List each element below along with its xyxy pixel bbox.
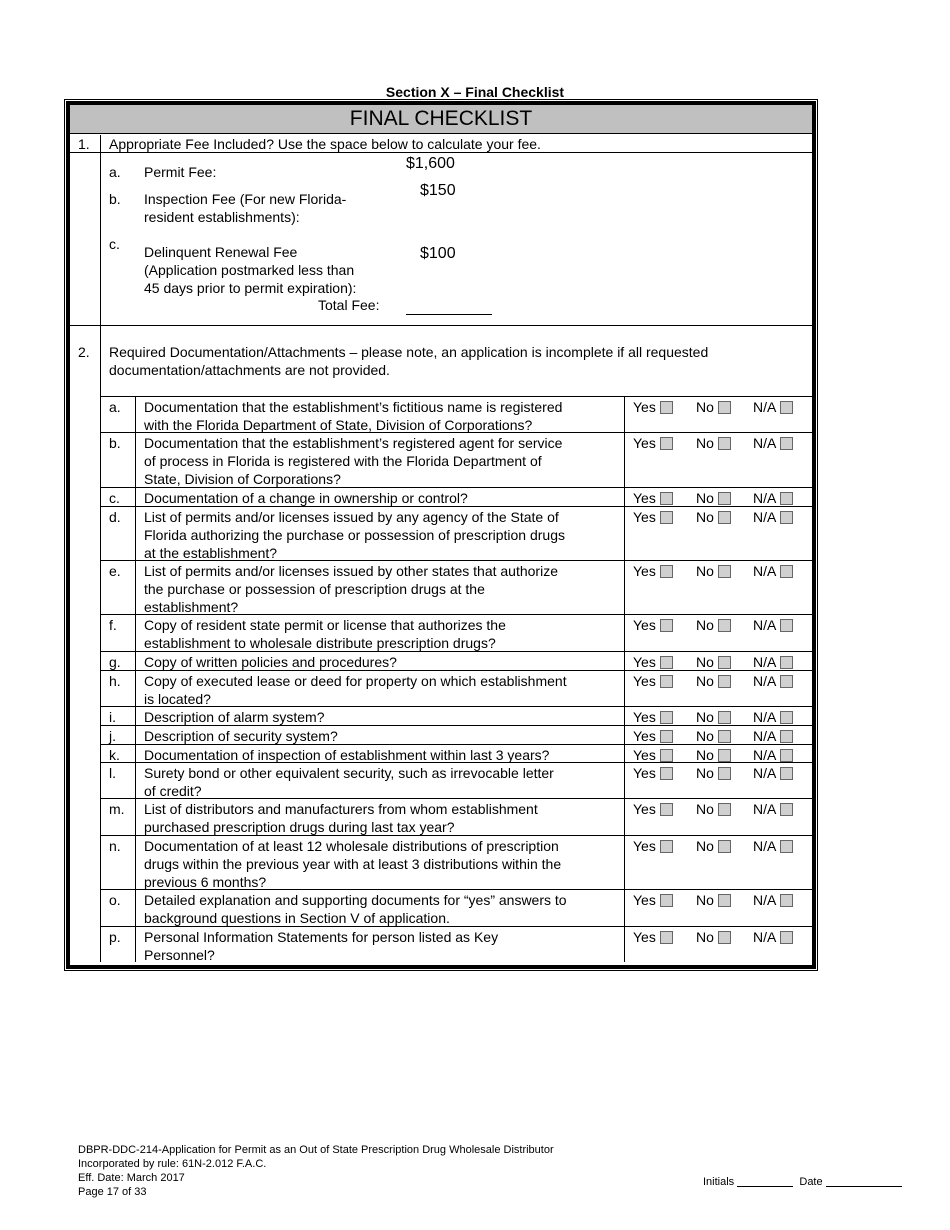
option-label-yes: Yes	[633, 728, 656, 744]
option-label-na: N/A	[753, 838, 777, 854]
section-title: Section X – Final Checklist	[385, 84, 565, 100]
answer-option-yes	[633, 708, 673, 726]
option-label-na: N/A	[753, 709, 777, 725]
fee-label: Delinquent Renewal Fee	[144, 244, 298, 260]
checklist-item-text: State, Division of Corporations?	[144, 471, 341, 487]
option-label-yes: Yes	[633, 399, 656, 415]
option-label-no: No	[696, 654, 714, 670]
option-label-na: N/A	[753, 399, 777, 415]
answer-option-yes	[633, 508, 673, 526]
option-label-na: N/A	[753, 563, 777, 579]
column-line	[100, 135, 101, 962]
answer-option-no	[696, 672, 731, 690]
answer-option-no	[696, 727, 731, 745]
option-label-yes: Yes	[633, 765, 656, 781]
option-label-na: N/A	[753, 617, 777, 633]
date-label: Date	[799, 1176, 823, 1188]
checklist-item-text: Personnel?	[144, 947, 215, 963]
na-checkbox[interactable]	[780, 711, 793, 724]
answer-option-na	[753, 708, 793, 726]
checklist-item-text: List of permits and/or licenses issued by other states that authorize	[144, 563, 558, 579]
row-divider	[100, 725, 812, 726]
na-checkbox[interactable]	[780, 656, 793, 669]
checklist-item-text: Detailed explanation and supporting documents for “yes” answers to	[144, 892, 567, 908]
checklist-item-letter: a.	[109, 399, 121, 415]
checklist-item-letter: g.	[109, 654, 121, 670]
option-label-yes: Yes	[633, 838, 656, 854]
checklist-item-text: of process in Florida is registered with the Florida Department of	[144, 453, 542, 469]
option-label-na: N/A	[753, 509, 777, 525]
yes-checkbox[interactable]	[660, 437, 673, 450]
no-checkbox[interactable]	[718, 619, 731, 632]
na-checkbox[interactable]	[780, 931, 793, 944]
fee-label: resident establishments):	[144, 209, 300, 225]
no-checkbox[interactable]	[718, 656, 731, 669]
answer-option-na	[753, 508, 793, 526]
checklist-item-text: establishment?	[144, 599, 239, 615]
checklist-item-text: Documentation of at least 12 wholesale distributions of prescription	[144, 838, 559, 854]
answer-option-na	[753, 398, 793, 416]
yes-checkbox[interactable]	[660, 803, 673, 816]
option-label-na: N/A	[753, 929, 777, 945]
row-divider	[100, 889, 812, 890]
no-checkbox[interactable]	[718, 749, 731, 762]
fee-label: Permit Fee:	[144, 164, 217, 180]
na-checkbox[interactable]	[780, 730, 793, 743]
checklist-item-text: purchased prescription drugs during last tax year?	[144, 819, 455, 835]
answer-option-no	[696, 800, 731, 818]
answer-option-yes	[633, 928, 673, 946]
na-checkbox[interactable]	[780, 675, 793, 688]
checklist-item-letter: e.	[109, 563, 121, 579]
column-line	[135, 396, 136, 962]
checklist-item-letter: d.	[109, 509, 121, 525]
fee-amount: $150	[420, 182, 456, 199]
answer-option-na	[753, 489, 793, 507]
option-label-no: No	[696, 563, 714, 579]
item-1-question: Appropriate Fee Included? Use the space below to calculate your fee.	[109, 136, 541, 152]
answer-option-no	[696, 489, 731, 507]
divider	[100, 396, 812, 397]
answer-option-yes	[633, 653, 673, 671]
yes-checkbox[interactable]	[660, 931, 673, 944]
yes-checkbox[interactable]	[660, 656, 673, 669]
no-checkbox[interactable]	[718, 840, 731, 853]
answer-option-no	[696, 434, 731, 452]
answer-option-yes	[633, 489, 673, 507]
checklist-item-letter: p.	[109, 929, 121, 945]
answer-option-na	[753, 764, 793, 782]
answer-option-no	[696, 708, 731, 726]
checklist-item-text: Description of alarm system?	[144, 709, 325, 725]
checklist-item-text: with the Florida Department of State, Division of Corporations?	[144, 417, 533, 433]
option-label-no: No	[696, 490, 714, 506]
option-label-yes: Yes	[633, 435, 656, 451]
checklist-item-text: Copy of resident state permit or license that authorizes the	[144, 617, 506, 633]
yes-checkbox[interactable]	[660, 565, 673, 578]
row-divider	[100, 651, 812, 652]
option-label-no: No	[696, 399, 714, 415]
item-2-number: 2.	[78, 344, 90, 360]
date-field[interactable]	[826, 1186, 902, 1187]
effective-date: Eff. Date: March 2017	[78, 1172, 185, 1184]
na-checkbox[interactable]	[780, 894, 793, 907]
checklist-item-text: previous 6 months?	[144, 874, 267, 890]
checklist-item-letter: k.	[109, 747, 120, 763]
fee-label: 45 days prior to permit expiration):	[144, 280, 357, 296]
na-checkbox[interactable]	[780, 437, 793, 450]
option-label-na: N/A	[753, 892, 777, 908]
option-label-yes: Yes	[633, 801, 656, 817]
option-label-yes: Yes	[633, 929, 656, 945]
no-checkbox[interactable]	[718, 894, 731, 907]
option-label-na: N/A	[753, 728, 777, 744]
answer-option-na	[753, 434, 793, 452]
checklist-item-letter: h.	[109, 673, 121, 689]
answer-option-yes	[633, 891, 673, 909]
answer-option-na	[753, 891, 793, 909]
answer-option-no	[696, 398, 731, 416]
checklist-item-text: Personal Information Statements for person listed as Key	[144, 929, 499, 945]
option-label-na: N/A	[753, 801, 777, 817]
row-divider	[100, 432, 812, 433]
checklist-item-letter: f.	[109, 617, 117, 633]
checklist-item-text: of credit?	[144, 783, 202, 799]
answer-option-yes	[633, 800, 673, 818]
option-label-yes: Yes	[633, 490, 656, 506]
answer-option-no	[696, 508, 731, 526]
yes-checkbox[interactable]	[660, 749, 673, 762]
answer-option-yes	[633, 434, 673, 452]
checklist-item-text: background questions in Section V of application.	[144, 910, 450, 926]
na-checkbox[interactable]	[780, 511, 793, 524]
row-divider	[100, 614, 812, 615]
option-label-yes: Yes	[633, 892, 656, 908]
no-checkbox[interactable]	[718, 730, 731, 743]
checklist-item-text: Description of security system?	[144, 728, 338, 744]
checklist-item-text: Florida authorizing the purchase or possession of prescription drugs	[144, 527, 566, 543]
item-1-number: 1.	[78, 136, 90, 152]
checklist-item-letter: o.	[109, 892, 121, 908]
answer-option-na	[753, 616, 793, 634]
answer-option-yes	[633, 672, 673, 690]
option-label-yes: Yes	[633, 747, 656, 763]
fee-letter: a.	[109, 164, 121, 180]
divider	[70, 325, 812, 326]
answer-option-yes	[633, 562, 673, 580]
option-label-yes: Yes	[633, 673, 656, 689]
no-checkbox[interactable]	[718, 492, 731, 505]
checklist-item-text: Documentation that the establishment’s fictitious name is registered	[144, 399, 563, 415]
option-label-yes: Yes	[633, 617, 656, 633]
fee-letter: b.	[109, 191, 121, 207]
checklist-item-text: Copy of written policies and procedures?	[144, 654, 397, 670]
row-divider	[100, 926, 812, 927]
answer-option-na	[753, 727, 793, 745]
item-2-instructions: Required Documentation/Attachments – please note, an application is incomplete if all requested	[109, 344, 709, 360]
no-checkbox[interactable]	[718, 675, 731, 688]
checklist-item-text: Documentation of inspection of establishment within last 3 years?	[144, 747, 550, 763]
answer-option-na	[753, 800, 793, 818]
fee-letter: c.	[109, 236, 120, 252]
option-label-no: No	[696, 709, 714, 725]
yes-checkbox[interactable]	[660, 675, 673, 688]
item-2-instructions: documentation/attachments are not provided.	[109, 362, 390, 378]
answer-option-no	[696, 837, 731, 855]
row-divider	[100, 560, 812, 561]
checklist-item-text: Documentation that the establishment’s registered agent for service	[144, 435, 563, 451]
na-checkbox[interactable]	[780, 749, 793, 762]
option-label-yes: Yes	[633, 563, 656, 579]
no-checkbox[interactable]	[718, 565, 731, 578]
checklist-title: FINAL CHECKLIST	[70, 105, 812, 134]
option-label-no: No	[696, 838, 714, 854]
no-checkbox[interactable]	[718, 803, 731, 816]
option-label-yes: Yes	[633, 709, 656, 725]
checklist-item-letter: i.	[109, 709, 116, 725]
divider	[70, 152, 812, 153]
incorporated-by-rule: Incorporated by rule: 61N-2.012 F.A.C.	[78, 1158, 267, 1170]
answer-option-na	[753, 672, 793, 690]
checklist-item-letter: j.	[109, 728, 116, 744]
option-label-no: No	[696, 673, 714, 689]
na-checkbox[interactable]	[780, 767, 793, 780]
option-label-yes: Yes	[633, 509, 656, 525]
form-footer	[78, 1143, 554, 1199]
answer-option-na	[753, 928, 793, 946]
answer-option-na	[753, 562, 793, 580]
checklist-item-letter: c.	[109, 490, 120, 506]
yes-checkbox[interactable]	[660, 767, 673, 780]
checklist-item-text: Copy of executed lease or deed for property on which establishment	[144, 673, 567, 689]
answer-option-yes	[633, 398, 673, 416]
no-checkbox[interactable]	[718, 437, 731, 450]
checklist-item-text: List of permits and/or licenses issued by any agency of the State of	[144, 509, 559, 525]
answer-option-na	[753, 653, 793, 671]
option-label-yes: Yes	[633, 654, 656, 670]
option-label-no: No	[696, 747, 714, 763]
na-checkbox[interactable]	[780, 619, 793, 632]
no-checkbox[interactable]	[718, 711, 731, 724]
no-checkbox[interactable]	[718, 767, 731, 780]
answer-option-yes	[633, 764, 673, 782]
row-divider	[100, 762, 812, 763]
row-divider	[100, 835, 812, 836]
no-checkbox[interactable]	[718, 511, 731, 524]
initials-label: Initials	[703, 1176, 735, 1188]
checklist-item-letter: l.	[109, 765, 116, 781]
option-label-no: No	[696, 509, 714, 525]
answer-option-yes	[633, 837, 673, 855]
total-fee-label: Total Fee:	[318, 297, 380, 313]
yes-checkbox[interactable]	[660, 619, 673, 632]
checklist-item-letter: n.	[109, 838, 121, 854]
option-label-na: N/A	[753, 435, 777, 451]
answer-option-no	[696, 764, 731, 782]
no-checkbox[interactable]	[718, 401, 731, 414]
option-label-no: No	[696, 617, 714, 633]
option-label-na: N/A	[753, 765, 777, 781]
fee-amount: $100	[420, 245, 456, 262]
checklist-item-text: Documentation of a change in ownership or control?	[144, 490, 468, 506]
checklist-item-letter: b.	[109, 435, 121, 451]
checklist-item-text: is located?	[144, 691, 211, 707]
no-checkbox[interactable]	[718, 931, 731, 944]
na-checkbox[interactable]	[780, 840, 793, 853]
fee-label: Inspection Fee (For new Florida-	[144, 191, 347, 207]
checklist-item-text: Surety bond or other equivalent security, such as irrevocable letter	[144, 765, 554, 781]
initials-field[interactable]	[737, 1186, 793, 1187]
na-checkbox[interactable]	[780, 803, 793, 816]
yes-checkbox[interactable]	[660, 511, 673, 524]
row-divider	[100, 506, 812, 507]
option-label-no: No	[696, 435, 714, 451]
answer-option-na	[753, 837, 793, 855]
checklist-item-text: List of distributors and manufacturers from whom establishment	[144, 801, 538, 817]
row-divider	[100, 670, 812, 671]
option-label-na: N/A	[753, 490, 777, 506]
na-checkbox[interactable]	[780, 565, 793, 578]
column-line	[624, 396, 625, 962]
option-label-no: No	[696, 892, 714, 908]
checklist-item-text: establishment to wholesale distribute prescription drugs?	[144, 635, 496, 651]
row-divider	[100, 706, 812, 707]
na-checkbox[interactable]	[780, 401, 793, 414]
answer-option-yes	[633, 616, 673, 634]
checklist-item-text: the purchase or possession of prescription drugs at the	[144, 581, 485, 597]
answer-option-no	[696, 616, 731, 634]
answer-option-no	[696, 891, 731, 909]
yes-checkbox[interactable]	[660, 401, 673, 414]
checklist-item-text: at the establishment?	[144, 545, 278, 561]
final-checklist-form	[66, 101, 816, 969]
option-label-na: N/A	[753, 673, 777, 689]
answer-option-no	[696, 562, 731, 580]
row-divider	[100, 487, 812, 488]
yes-checkbox[interactable]	[660, 894, 673, 907]
fee-amount: $1,600	[406, 155, 455, 172]
option-label-no: No	[696, 728, 714, 744]
row-divider	[100, 798, 812, 799]
option-label-no: No	[696, 765, 714, 781]
row-divider	[100, 744, 812, 745]
option-label-no: No	[696, 801, 714, 817]
total-fee-field[interactable]	[406, 314, 492, 315]
yes-checkbox[interactable]	[660, 492, 673, 505]
fee-label: (Application postmarked less than	[144, 262, 355, 278]
initials-date-block	[703, 1175, 902, 1189]
yes-checkbox[interactable]	[660, 730, 673, 743]
yes-checkbox[interactable]	[660, 840, 673, 853]
yes-checkbox[interactable]	[660, 711, 673, 724]
option-label-na: N/A	[753, 654, 777, 670]
option-label-no: No	[696, 929, 714, 945]
na-checkbox[interactable]	[780, 492, 793, 505]
answer-option-no	[696, 928, 731, 946]
checklist-item-letter: m.	[109, 801, 125, 817]
checklist-item-text: drugs within the previous year with at least 3 distributions within the	[144, 856, 562, 872]
page-number: Page 17 of 33	[78, 1186, 147, 1198]
answer-option-yes	[633, 727, 673, 745]
answer-option-no	[696, 653, 731, 671]
form-id: DBPR-DDC-214-Application for Permit as an Out of State Prescription Drug Wholesale Distributor	[78, 1144, 554, 1156]
option-label-na: N/A	[753, 747, 777, 763]
